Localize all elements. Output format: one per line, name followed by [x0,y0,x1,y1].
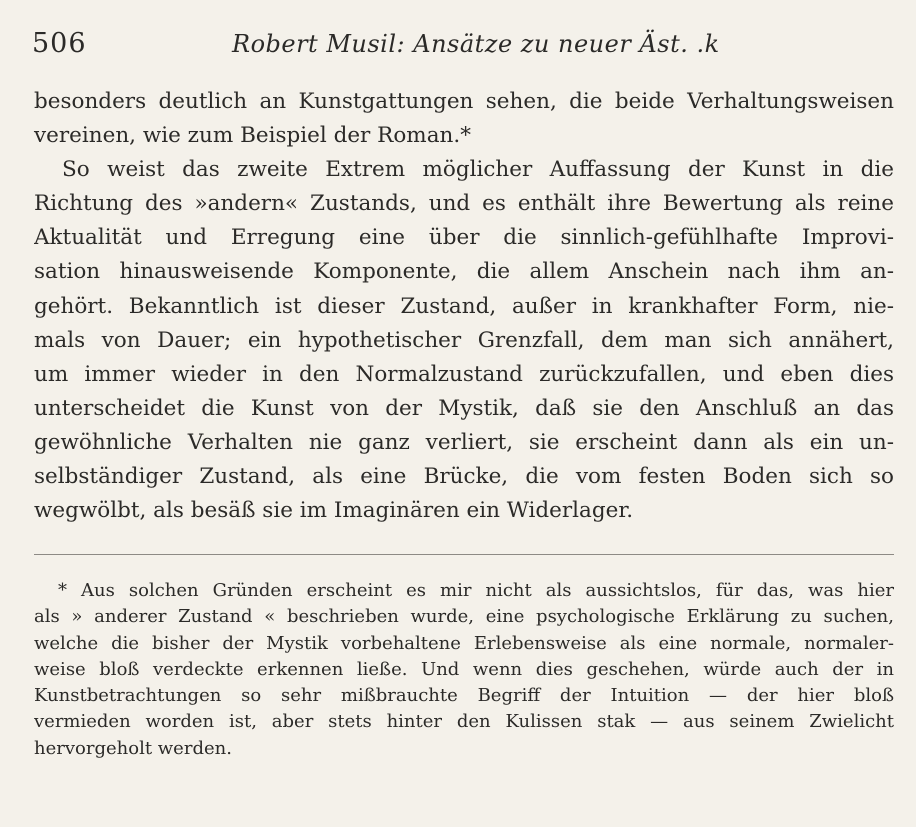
footnote-line: Kunstbetrachtungen so sehr mißbrauchte Begriff der Intuition — der hier bloß [34,685,894,707]
footnote-line: hervorgeholt werden. [34,737,232,759]
text-line: selbständiger Zustand, als eine Brücke, die vom festen Boden sich so [34,464,894,490]
body-text [34,85,894,528]
text-line: um immer wieder in den Normalzustand zurückzufallen, und eben dies [34,361,894,387]
footnote-line: vermieden worden ist, aber stets hinter den Kulissen stak — aus seinem Zwielicht [34,711,894,733]
footnote-line: * Aus solchen Gründen erscheint es mir nicht als aussichtslos, für das, was hier [58,580,894,601]
text-line: gehört. Bekanntlich ist dieser Zustand, außer in krankhafter Form, nie- [34,293,894,319]
text-line: vereinen, wie zum Beispiel der Roman.* [34,123,471,149]
text-line: gewöhnliche Verhalten nie ganz verliert, sie erscheint dann als ein un- [34,429,894,455]
footnote-line: weise bloß verdeckte erkennen ließe. Und wenn dies geschehen, würde auch der in [34,658,894,680]
running-head: Robert Musil: Ansätze zu neuer Äst. .k [232,30,720,58]
footnote-line: welche die bisher der Mystik vorbehaltene Erlebensweise als eine normale, normaler- [34,632,894,654]
text-line: wegwölbt, als besäß sie im Imaginären ein Widerlager. [34,498,634,524]
text-line: Aktualität und Erregung eine über die sinnlich-gefühlhafte Improvi- [34,225,894,251]
text-line: unterscheidet die Kunst von der Mystik, daß sie den Anschluß an das [34,395,894,421]
text-line: sation hinausweisende Komponente, die allem Anschein nach ihm an- [34,259,894,285]
footnote-line: als » anderer Zustand « beschrieben wurde, eine psychologische Erklärung zu suchen, [34,606,894,628]
footnote [34,578,894,762]
text-line: Richtung des »andern« Zustands, und es enthält ihre Bewertung als reine [34,191,894,217]
text-line: So weist das zweite Extrem möglicher Auffassung der Kunst in die [62,157,894,183]
text-line: besonders deutlich an Kunstgattungen sehen, die beide Verhaltungsweisen [34,89,894,114]
page-header [32,28,892,62]
page-number: 506 [32,28,87,59]
footnote-divider [34,554,894,555]
text-line: mals von Dauer; ein hypothetischer Grenzfall, dem man sich annähert, [34,327,894,353]
